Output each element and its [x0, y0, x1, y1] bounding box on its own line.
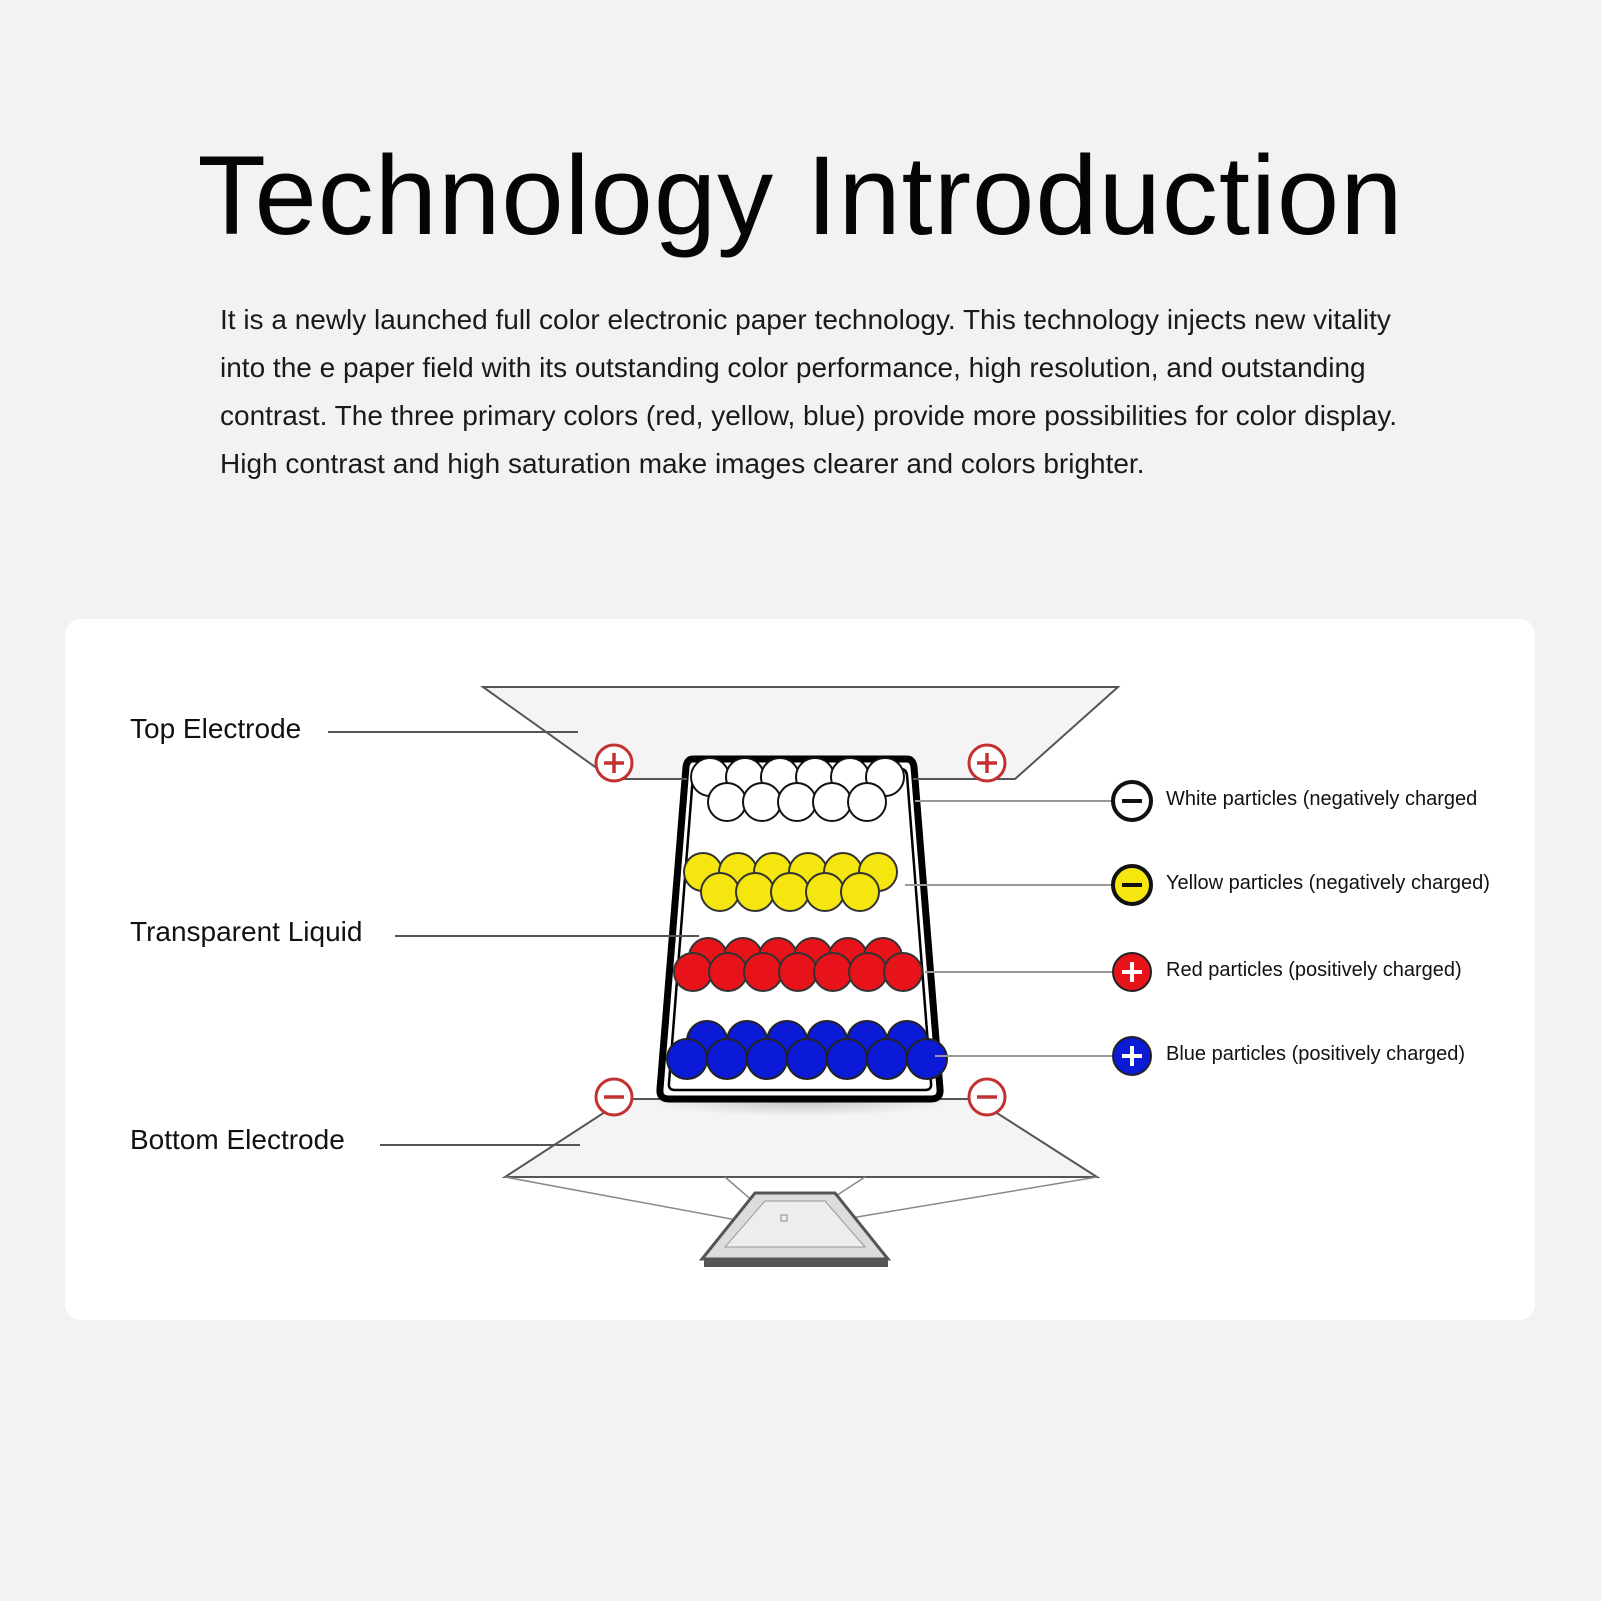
white-particle — [708, 783, 746, 821]
white-particle — [848, 783, 886, 821]
yellow-negative-icon — [1113, 866, 1151, 904]
blue-particle — [827, 1039, 867, 1079]
ereader-device-icon — [702, 1193, 888, 1267]
blue-particle — [867, 1039, 907, 1079]
red-particle — [884, 953, 922, 991]
red-positive-icon — [1113, 953, 1151, 991]
yellow-particle — [771, 873, 809, 911]
white-particle — [778, 783, 816, 821]
plus-icon — [969, 745, 1005, 781]
red-particle — [674, 953, 712, 991]
yellow-particle — [736, 873, 774, 911]
plus-icon — [596, 745, 632, 781]
top-electrode-label: Top Electrode — [130, 713, 302, 744]
page-title: Technology Introduction — [197, 133, 1404, 258]
red-particle — [709, 953, 747, 991]
blue-particle — [667, 1039, 707, 1079]
bottom-electrode-label: Bottom Electrode — [130, 1124, 345, 1155]
diagram-card — [65, 619, 1535, 1320]
blue-particle — [707, 1039, 747, 1079]
minus-icon — [596, 1079, 632, 1115]
white-particle — [813, 783, 851, 821]
transparent-liquid-label: Transparent Liquid — [130, 916, 363, 947]
white-particle — [743, 783, 781, 821]
minus-icon — [969, 1079, 1005, 1115]
red-particle — [779, 953, 817, 991]
white-negative-icon — [1113, 782, 1151, 820]
red-particle — [849, 953, 887, 991]
blue-particle — [907, 1039, 947, 1079]
intro-paragraph: It is a newly launched full color electronic paper technology. This technology injects new vitality into the e paper field with its outstanding color performance, high resolution, and outstanding contrast. The three primary colors (red, yellow, blue) provide more possibilities for color display. High contrast and high saturation make images clearer and colors brighter. — [220, 304, 1397, 479]
legend-red-text: Red particles (positively charged) — [1166, 959, 1462, 981]
blue-positive-icon — [1113, 1037, 1151, 1075]
blue-particle — [787, 1039, 827, 1079]
yellow-particle — [701, 873, 739, 911]
red-particle — [814, 953, 852, 991]
legend-blue-text: Blue particles (positively charged) — [1166, 1043, 1466, 1065]
yellow-particle — [806, 873, 844, 911]
legend-yellow-text: Yellow particles (negatively charged) — [1166, 872, 1490, 894]
red-particle — [744, 953, 782, 991]
legend-white-text: White particles (negatively charged — [1166, 788, 1478, 810]
yellow-particle — [841, 873, 879, 911]
blue-particle — [747, 1039, 787, 1079]
